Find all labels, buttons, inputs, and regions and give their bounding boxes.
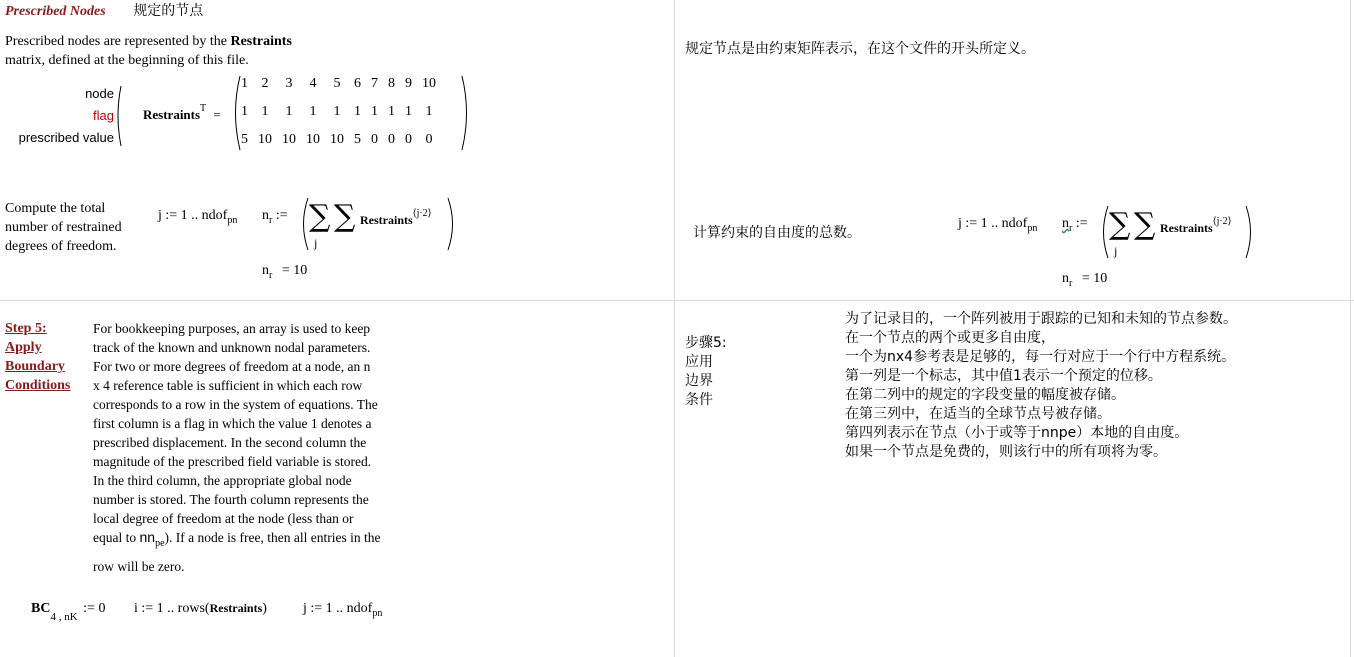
nr-result-right bbox=[1062, 271, 1107, 289]
matrix-cell: 1 bbox=[354, 104, 361, 119]
sum-right-symbol-2: ∑ bbox=[1134, 207, 1156, 242]
para-cn-line: 在一个节点的两个或更多自由度， bbox=[845, 330, 1055, 346]
para-last-post: ). If a node is free, then all entries in the bbox=[164, 530, 381, 545]
nr-result-var: n bbox=[262, 263, 269, 278]
j-def2-sub: pn bbox=[372, 608, 383, 619]
compute-line2: number of restrained bbox=[5, 220, 122, 235]
matrix-row bbox=[236, 126, 441, 154]
j-def2-text: j := 1 .. ndof bbox=[303, 601, 373, 616]
step-cn-3: 边界 bbox=[685, 373, 713, 389]
para-line: first column is a flag in which the value 1 denotes a bbox=[93, 416, 372, 431]
compute-cn: 计算约束的自由度的总数。 bbox=[693, 225, 861, 241]
sum-right-index: j bbox=[1114, 244, 1118, 258]
sum-body bbox=[360, 208, 432, 228]
row-divider bbox=[0, 300, 1354, 301]
nr-result-sub: r bbox=[269, 270, 273, 281]
step-label-2[interactable]: Apply bbox=[5, 340, 42, 355]
matrix-cell: 9 bbox=[405, 76, 412, 91]
matrix-cell: 1 bbox=[241, 104, 248, 119]
matrix-cell: 1 bbox=[371, 104, 378, 119]
para-line: track of the known and unknown nodal parameters. bbox=[93, 340, 371, 355]
compute-line3: degrees of freedom. bbox=[5, 239, 117, 254]
para-line: magnitude of the prescribed field variable is stored. bbox=[93, 454, 372, 469]
compute-line1: Compute the total bbox=[5, 201, 106, 216]
j-range-def-right bbox=[958, 216, 1037, 234]
matrix-cell: 1 bbox=[333, 104, 341, 119]
restraints-matrix bbox=[236, 70, 441, 154]
sum-right-matrix: Restraints bbox=[1160, 221, 1213, 235]
matrix-cell: 10 bbox=[282, 132, 296, 147]
sum-right-paren bbox=[446, 196, 458, 252]
matrix-cell: 5 bbox=[333, 76, 341, 91]
nr-result-right-var: n bbox=[1062, 271, 1069, 286]
nr-result-right-sub: r bbox=[1069, 278, 1073, 289]
right-border bbox=[1350, 0, 1351, 657]
matrix-cell: 10 bbox=[258, 132, 272, 147]
bc-sub: 4 , nK bbox=[50, 611, 78, 623]
j-def-right-sub: pn bbox=[1027, 223, 1038, 234]
para-line: local degree of freedom at the node (less than or bbox=[93, 511, 354, 526]
section-title-en: Prescribed Nodes bbox=[5, 4, 106, 19]
intro-text bbox=[5, 32, 292, 70]
matrix-cell: 1 bbox=[285, 104, 293, 119]
row-label-flag: flag bbox=[93, 108, 114, 123]
matrix-cell: 1 bbox=[241, 76, 248, 91]
matrix-cell: 1 bbox=[309, 104, 317, 119]
matrix-cell: 1 bbox=[405, 104, 412, 119]
step-paragraph-cn bbox=[845, 310, 1237, 462]
matrix-name: Restraints bbox=[143, 107, 201, 122]
matrix-cell: 5 bbox=[354, 132, 361, 147]
compute-text bbox=[5, 199, 122, 256]
para-cn-line: 在第三列中，在适当的全球节点号被存储。 bbox=[845, 406, 1111, 422]
para-cn-line: 如果一个节点是免费的，则该行中的所有项将为零。 bbox=[845, 444, 1167, 460]
matrix-cell: 1 bbox=[388, 104, 395, 119]
para-line: corresponds to a row in the system of equations. The bbox=[93, 397, 378, 412]
j-def-sub: pn bbox=[227, 215, 238, 226]
matrix-cell: 10 bbox=[306, 132, 320, 147]
sum-symbol-1: ∑ bbox=[309, 199, 331, 234]
para-cn-line: 在第二列中的规定的字段变量的幅度被存储。 bbox=[845, 387, 1125, 403]
sum-right-right-paren bbox=[1244, 204, 1256, 260]
nr-assign-right bbox=[1062, 216, 1088, 234]
step-label-4[interactable]: Conditions bbox=[5, 378, 71, 393]
sum-right-symbol-1: ∑ bbox=[1109, 207, 1131, 242]
para-cn-line: 第四列表示在节点（小于或等于nnpe）本地的自由度。 bbox=[845, 425, 1189, 441]
bc-assign bbox=[31, 601, 105, 623]
matrix-cell: 0 bbox=[388, 132, 395, 147]
para-line: number is stored. The fourth column represents the bbox=[93, 492, 369, 507]
para-line: prescribed displacement. In the second column the bbox=[93, 435, 367, 450]
matrix-cell: 8 bbox=[388, 76, 395, 91]
para-cn-line: 一个为nx4参考表是足够的，每一行对应于一个行中方程系统。 bbox=[845, 349, 1236, 365]
nr-result-value: = 10 bbox=[281, 263, 308, 278]
matrix-row bbox=[236, 98, 441, 126]
j-def-text: j := 1 .. ndof bbox=[158, 208, 228, 223]
para-last-pre: equal to bbox=[93, 530, 140, 545]
sum-matrix: Restraints bbox=[360, 213, 413, 227]
intro-line1: Prescribed nodes are represented by the bbox=[5, 34, 231, 49]
matrix-equals: = bbox=[213, 107, 221, 122]
i-def-arg: Restraints bbox=[209, 601, 263, 615]
para-line: For two or more degrees of freedom at a node, an n bbox=[93, 359, 371, 374]
intro-cn: 规定节点是由约束矩阵表示，在这个文件的开头所定义。 bbox=[685, 41, 1035, 57]
intro-line2: matrix, defined at the beginning of this file. bbox=[5, 53, 249, 68]
matrix-cell: 0 bbox=[371, 132, 378, 147]
intro-bold: Restraints bbox=[230, 34, 292, 49]
nr-var: n bbox=[262, 208, 269, 223]
section-heading bbox=[5, 0, 203, 20]
matrix-cell: 2 bbox=[261, 76, 269, 91]
nr-assign bbox=[262, 208, 288, 226]
step-label-cn bbox=[685, 334, 727, 410]
i-range-def: i := 1 .. rows(Restraints) bbox=[134, 601, 267, 616]
section-title-cn: 规定的节点 bbox=[133, 3, 204, 19]
para-cn-line: 为了记录目的，一个阵列被用于跟踪的已知和未知的节点参数。 bbox=[845, 311, 1237, 327]
step-cn-2: 应用 bbox=[685, 354, 713, 370]
para-line: x 4 reference table is sufficient in which each row bbox=[93, 378, 363, 393]
label-bracket bbox=[114, 84, 124, 148]
sum-right-col-index: ⟨j·2⟩ bbox=[1212, 216, 1232, 227]
nr-right-var: n bbox=[1062, 216, 1069, 231]
bc-value: := 0 bbox=[83, 601, 106, 616]
sum-right-body bbox=[1160, 216, 1232, 236]
matrix-right-paren bbox=[460, 74, 472, 152]
matrix-cell: 3 bbox=[285, 76, 293, 91]
matrix-cell: 0 bbox=[405, 132, 412, 147]
row-label-node: node bbox=[85, 86, 114, 101]
sum-index: j bbox=[314, 236, 318, 250]
matrix-cell: 0 bbox=[425, 132, 433, 147]
j-range-def-bottom bbox=[303, 601, 382, 619]
step-label-1[interactable]: Step 5: bbox=[5, 321, 47, 336]
step-paragraph bbox=[93, 319, 380, 576]
j-range-def bbox=[158, 208, 237, 226]
matrix-cell: 7 bbox=[371, 76, 378, 91]
para-line: For bookkeeping purposes, an array is used to keep bbox=[93, 321, 371, 336]
para-line-final: row will be zero. bbox=[93, 559, 185, 574]
matrix-cell: 10 bbox=[330, 132, 344, 147]
para-pe: pe bbox=[155, 538, 165, 549]
matrix-transpose: T bbox=[200, 103, 207, 114]
row-label-prescribed: prescribed value bbox=[18, 130, 114, 145]
nr-assign-op: := bbox=[272, 208, 288, 223]
step-label[interactable] bbox=[5, 319, 70, 395]
matrix-cell: 5 bbox=[241, 132, 248, 147]
j-def-right-text: j := 1 .. ndof bbox=[958, 216, 1028, 231]
column-divider bbox=[674, 0, 675, 657]
para-line: In the third column, the appropriate global node bbox=[93, 473, 352, 488]
nr-sub: r bbox=[269, 215, 273, 226]
nr-result-right-value: = 10 bbox=[1081, 271, 1108, 286]
nr-right-sub: r bbox=[1069, 223, 1073, 234]
matrix-cell: 1 bbox=[425, 104, 433, 119]
matrix-cell: 6 bbox=[354, 76, 361, 91]
step-label-3[interactable]: Boundary bbox=[5, 359, 65, 374]
nr-result bbox=[262, 263, 307, 281]
nr-right-op: := bbox=[1072, 216, 1088, 231]
i-def-text: i := 1 .. rows bbox=[134, 601, 205, 616]
para-line-last bbox=[93, 528, 380, 553]
para-cn-line: 第一列是一个标志，其中值1表示一个预定的位移。 bbox=[845, 368, 1162, 384]
bc-var: BC bbox=[31, 601, 51, 616]
sum-symbol-2: ∑ bbox=[334, 199, 356, 234]
matrix-cell: 10 bbox=[422, 76, 436, 91]
para-nn: nn bbox=[139, 529, 156, 545]
matrix-cell: 1 bbox=[261, 104, 269, 119]
sum-col-index: ⟨j·2⟩ bbox=[412, 208, 432, 219]
matrix-cell: 4 bbox=[309, 76, 317, 91]
matrix-lhs bbox=[143, 103, 221, 123]
step-cn-1: 步骤5: bbox=[685, 335, 727, 351]
matrix-row bbox=[236, 70, 441, 98]
step-cn-4: 条件 bbox=[685, 392, 713, 408]
